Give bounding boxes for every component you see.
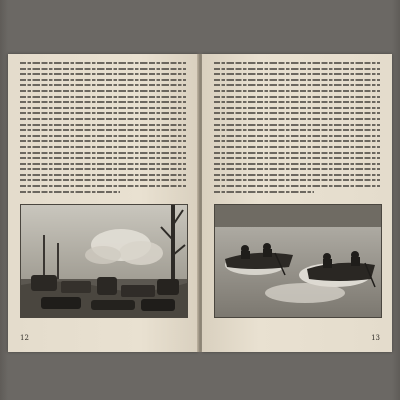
right-photo <box>214 204 382 318</box>
right-photo-image <box>215 205 381 317</box>
left-photo-image <box>21 205 187 317</box>
left-photo-caption <box>20 321 186 330</box>
right-photo-caption <box>214 321 380 330</box>
right-page-number: 13 <box>371 334 380 342</box>
left-body-text <box>20 62 186 200</box>
left-photo <box>20 204 188 318</box>
left-page-number: 12 <box>20 334 29 342</box>
right-page <box>202 54 392 352</box>
left-page <box>8 54 198 352</box>
right-body-text <box>214 62 380 200</box>
